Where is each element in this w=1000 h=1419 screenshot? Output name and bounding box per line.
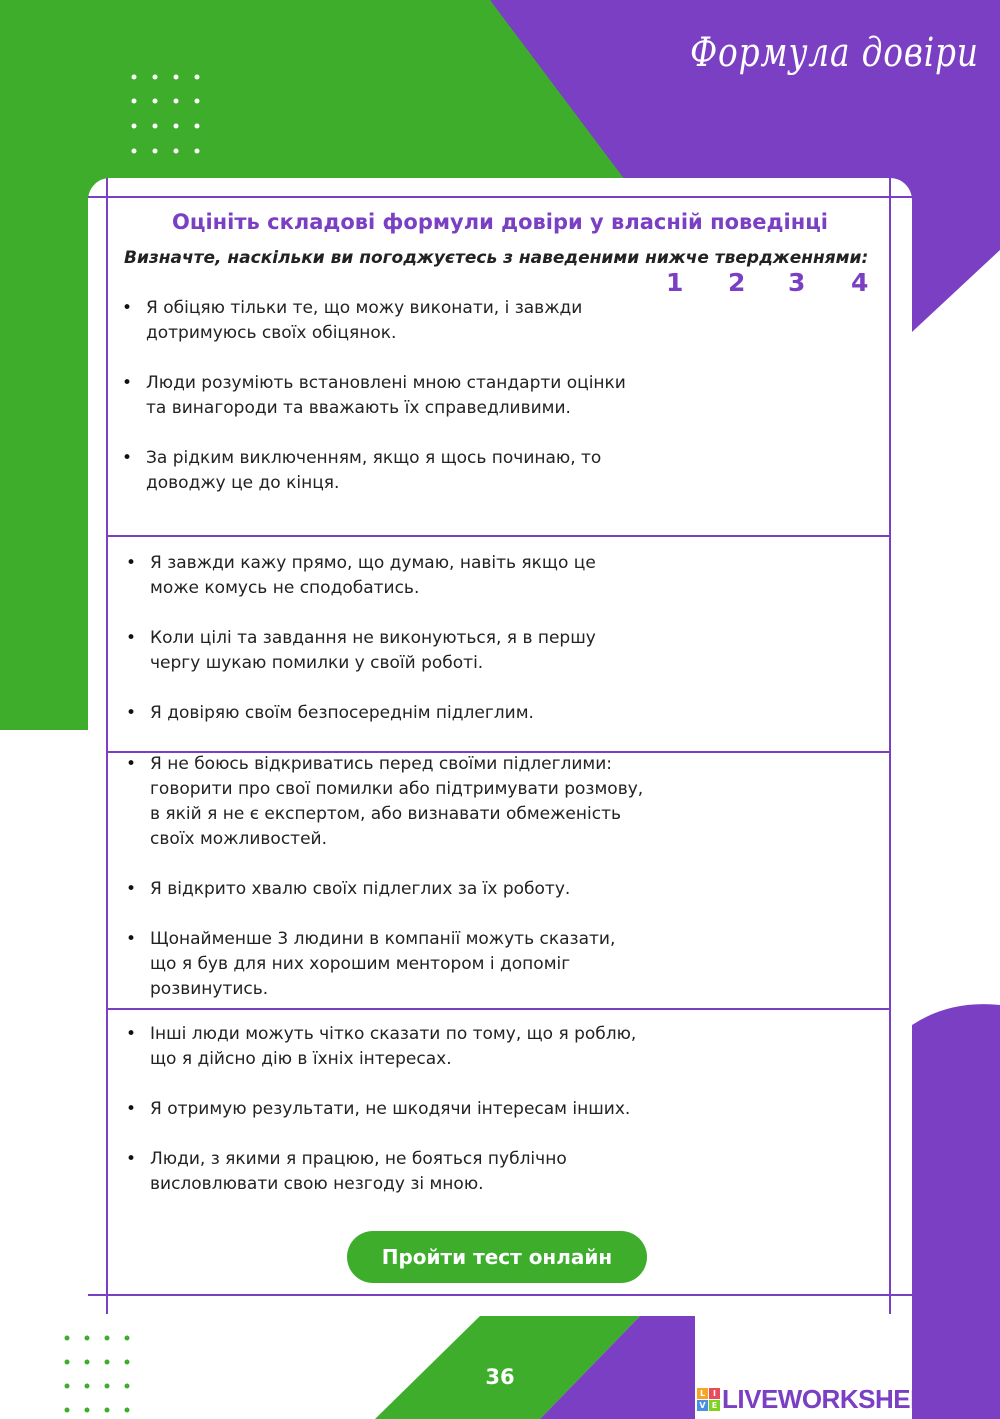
scale-label-3: 3 (788, 268, 806, 297)
statement-item: • Інші люди можуть чітко сказати по тому, що я роблю, що я дійсно дію в їхніх інтересах. (126, 1022, 646, 1072)
statement-item: • Коли цілі та завдання не виконуються, я в першу чергу шукаю помилки у своїй роботі. (126, 626, 646, 676)
frame-line-right (889, 178, 891, 1314)
section-divider (106, 1008, 891, 1010)
scale-label-1: 1 (666, 268, 684, 297)
scale-label-2: 2 (728, 268, 746, 297)
take-test-online-button[interactable]: Пройти тест онлайн (347, 1231, 647, 1283)
liveworksheets-wordmark: LIVEWORKSHEETS (722, 1383, 960, 1414)
section-divider (106, 535, 891, 537)
statement-item: • Люди, з якими я працюю, не бояться публічно висловлювати свою незгоду зі мною. (126, 1147, 646, 1197)
statement-group-4 (126, 1022, 646, 1197)
dot-grid-bottom (65, 1336, 130, 1413)
header-title: Формула довіри (690, 30, 979, 76)
statement-item: • Я обіцяю тільки те, що можу виконати, і завжди дотримуюсь своїх обіцянок. (122, 296, 642, 346)
page-number: 36 (485, 1365, 515, 1389)
statement-item: • Я отримую результати, не шкодячи інтересам інших. (126, 1097, 646, 1122)
statement-item: • Я не боюсь відкриватись перед своїми підлеглими: говорити про свої помилки або підтримувати розмову, в якій я не є експертом, або визнавати обмеженість своїх можливостей. (126, 752, 646, 852)
frame-line-bottom (88, 1294, 912, 1296)
statement-item: • Люди розуміють встановлені мною стандарти оцінки та винагороди та вважають їх справедливими. (122, 371, 642, 421)
statement-group-1 (122, 296, 642, 496)
liveworksheets-logo (697, 1385, 959, 1413)
section-heading: Оцініть складові формули довіри у власній поведінці (172, 210, 828, 234)
statement-item: • Я відкрито хвалю своїх підлеглих за їх роботу. (126, 877, 646, 902)
frame-line-top (88, 196, 912, 198)
statement-group-2 (126, 551, 646, 726)
frame-line-left (106, 178, 108, 1314)
liveworksheets-logo-icon: L I V E (697, 1388, 720, 1411)
scale-label-4: 4 (851, 268, 869, 297)
statement-item: • Я довіряю своїм безпосереднім підлеглим. (126, 701, 646, 726)
statement-item: • За рідким виключенням, якщо я щось починаю, то доводжу це до кінця. (122, 446, 642, 496)
purple-shape-bottom-right (912, 1004, 1000, 1419)
statement-item: • Я завжди кажу прямо, що думаю, навіть якщо це може комусь не сподобатись. (126, 551, 646, 601)
statement-group-3 (126, 752, 646, 1002)
instruction-text: Визначте, наскільки ви погоджуєтесь з наведеними нижче твердженнями: (124, 248, 869, 268)
statement-item: • Щонайменше 3 людини в компанії можуть сказати, що я був для них хорошим ментором і допоміг розвинутись. (126, 927, 646, 1002)
dot-grid-bottom-right (754, 1376, 812, 1380)
